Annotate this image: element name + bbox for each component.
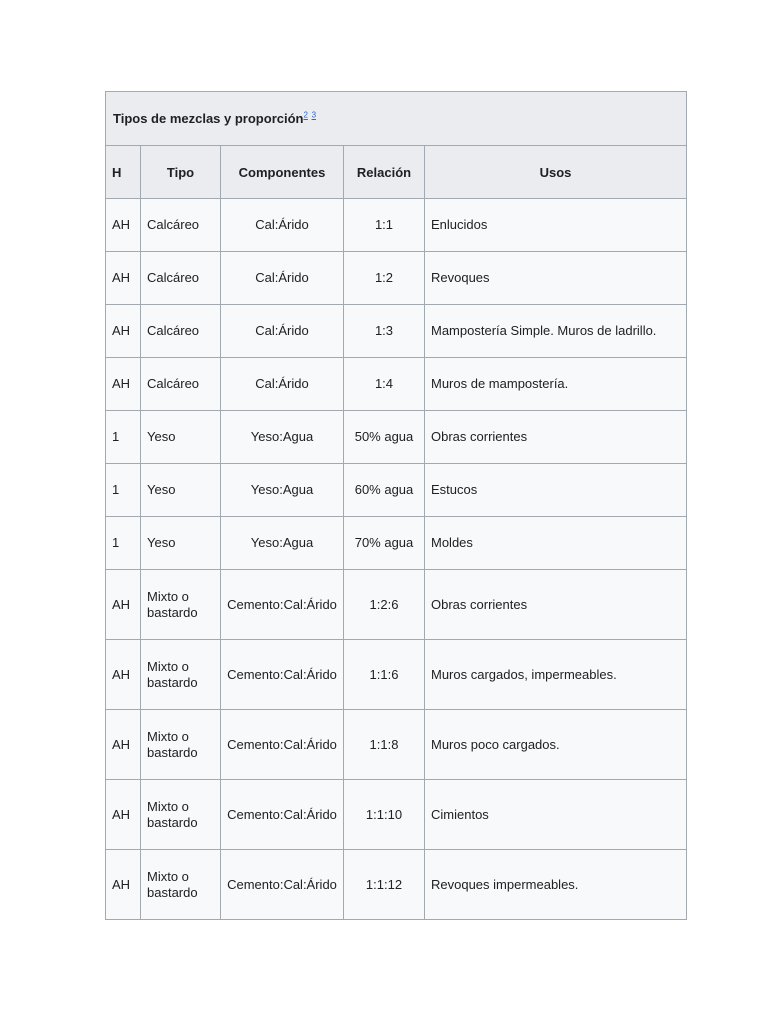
cell-usos: Revoques [425, 252, 687, 305]
cell-relacion: 70% agua [344, 517, 425, 570]
reference-3[interactable] [312, 111, 316, 120]
table-row [106, 850, 687, 920]
cell-h: 1 [106, 464, 141, 517]
caption-row [106, 92, 687, 146]
table-caption [106, 92, 687, 146]
table-row [106, 464, 687, 517]
cell-componentes: Cemento:Cal:Árido [221, 640, 344, 710]
cell-h: 1 [106, 411, 141, 464]
cell-h: AH [106, 252, 141, 305]
cell-tipo: Calcáreo [141, 252, 221, 305]
cell-tipo: Calcáreo [141, 358, 221, 411]
cell-componentes: Cemento:Cal:Árido [221, 850, 344, 920]
table-row [106, 710, 687, 780]
cell-tipo: Calcáreo [141, 305, 221, 358]
cell-relacion: 1:1:12 [344, 850, 425, 920]
table-body [106, 199, 687, 920]
reference-link-2[interactable]: 2 [303, 110, 308, 120]
reference-2[interactable] [303, 111, 307, 120]
table-row [106, 358, 687, 411]
cell-relacion: 1:2:6 [344, 570, 425, 640]
cell-relacion: 50% agua [344, 411, 425, 464]
cell-tipo: Mixto o bastardo [141, 780, 221, 850]
cell-componentes: Cal:Árido [221, 305, 344, 358]
cell-relacion: 1:1 [344, 199, 425, 252]
header-componentes: Componentes [221, 146, 344, 199]
cell-tipo: Mixto o bastardo [141, 570, 221, 640]
cell-h: 1 [106, 517, 141, 570]
table-row [106, 640, 687, 710]
cell-tipo: Mixto o bastardo [141, 640, 221, 710]
cell-usos: Revoques impermeables. [425, 850, 687, 920]
cell-usos: Cimientos [425, 780, 687, 850]
table-row [106, 411, 687, 464]
cell-relacion: 1:4 [344, 358, 425, 411]
cell-usos: Obras corrientes [425, 411, 687, 464]
header-row [106, 146, 687, 199]
cell-relacion: 1:1:6 [344, 640, 425, 710]
header-h: H [106, 146, 141, 199]
cell-relacion: 60% agua [344, 464, 425, 517]
cell-componentes: Yeso:Agua [221, 517, 344, 570]
cell-componentes: Cemento:Cal:Árido [221, 780, 344, 850]
cell-usos: Muros cargados, impermeables. [425, 640, 687, 710]
cell-componentes: Cal:Árido [221, 199, 344, 252]
table-row [106, 252, 687, 305]
cell-relacion: 1:1:8 [344, 710, 425, 780]
cell-h: AH [106, 640, 141, 710]
cell-tipo: Yeso [141, 464, 221, 517]
cell-componentes: Cemento:Cal:Árido [221, 710, 344, 780]
reference-link-3[interactable]: 3 [311, 110, 317, 120]
caption-text: Tipos de mezclas y proporción [113, 111, 304, 126]
cell-tipo: Mixto o bastardo [141, 710, 221, 780]
cell-relacion: 1:2 [344, 252, 425, 305]
cell-usos: Obras corrientes [425, 570, 687, 640]
header-relacion: Relación [344, 146, 425, 199]
table-row [106, 517, 687, 570]
table-row [106, 780, 687, 850]
table-row [106, 305, 687, 358]
table-row [106, 570, 687, 640]
cell-h: AH [106, 358, 141, 411]
cell-h: AH [106, 780, 141, 850]
cell-tipo: Calcáreo [141, 199, 221, 252]
cell-usos: Moldes [425, 517, 687, 570]
table-row [106, 199, 687, 252]
cell-relacion: 1:1:10 [344, 780, 425, 850]
cell-tipo: Yeso [141, 411, 221, 464]
cell-h: AH [106, 305, 141, 358]
cell-componentes: Yeso:Agua [221, 464, 344, 517]
cell-tipo: Mixto o bastardo [141, 850, 221, 920]
header-tipo: Tipo [141, 146, 221, 199]
cell-componentes: Cemento:Cal:Árido [221, 570, 344, 640]
cell-h: AH [106, 710, 141, 780]
cell-tipo: Yeso [141, 517, 221, 570]
cell-h: AH [106, 570, 141, 640]
cell-usos: Estucos [425, 464, 687, 517]
cell-usos: Mampostería Simple. Muros de ladrillo. [425, 305, 687, 358]
cell-usos: Enlucidos [425, 199, 687, 252]
cell-h: AH [106, 199, 141, 252]
cell-usos: Muros de mampostería. [425, 358, 687, 411]
mixtures-table [105, 91, 687, 920]
cell-h: AH [106, 850, 141, 920]
cell-componentes: Cal:Árido [221, 358, 344, 411]
cell-componentes: Yeso:Agua [221, 411, 344, 464]
cell-componentes: Cal:Árido [221, 252, 344, 305]
cell-relacion: 1:3 [344, 305, 425, 358]
header-usos: Usos [425, 146, 687, 199]
cell-usos: Muros poco cargados. [425, 710, 687, 780]
